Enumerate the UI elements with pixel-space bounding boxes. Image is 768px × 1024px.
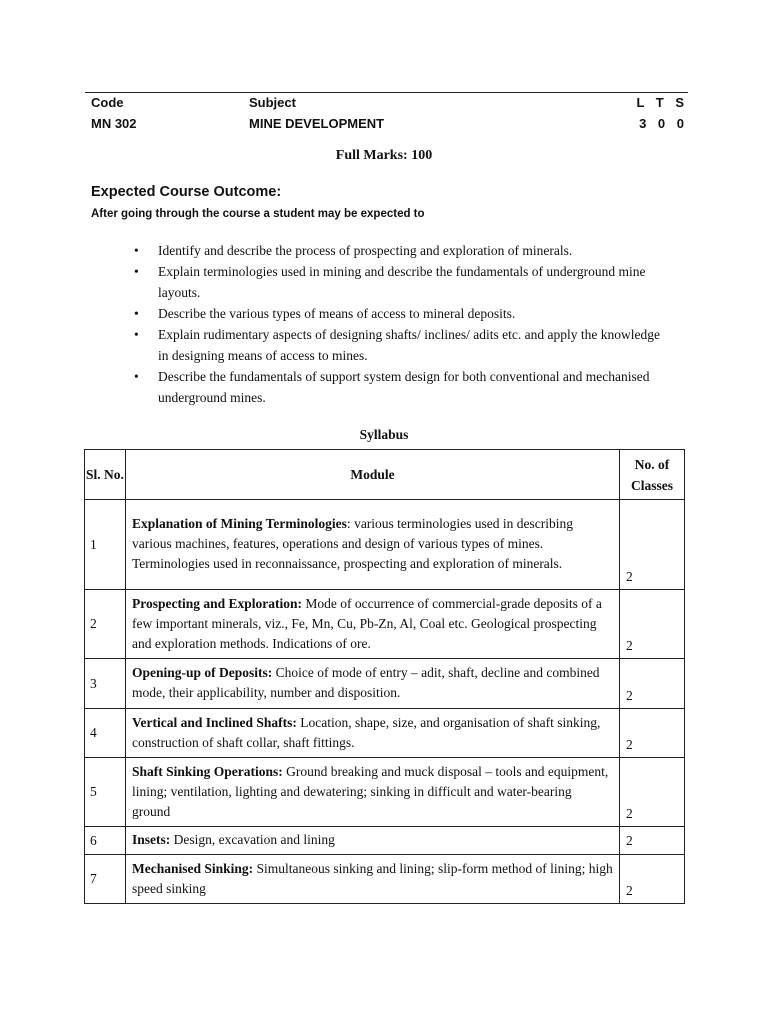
row-module — [126, 709, 620, 758]
module-desc: Location, shape, size, and organisation of shaft sinking, construction of shaft collar, shaft fittings. — [132, 714, 601, 750]
syllabus-title: Syllabus — [359, 427, 409, 442]
module-title: Prospecting and Exploration: — [132, 595, 303, 611]
course-lts: 3 0 0 — [639, 116, 688, 131]
module-desc: various terminologies used in describing various machines, features, operations and design of various types of mines. Terminologies used in reconnaissance, prospecting and exploration of minerals. — [132, 516, 574, 571]
header-sl: Sl. No. — [85, 450, 126, 500]
row-sl: 3 — [85, 659, 126, 709]
table-row — [85, 590, 685, 659]
table-row — [85, 709, 685, 758]
row-classes: 2 — [620, 709, 685, 758]
outcome-intro: After going through the course a student may be expected to — [91, 208, 425, 220]
row-classes: 2 — [620, 500, 685, 590]
module-title: Insets: — [132, 832, 171, 847]
outcome-text: Describe the various types of means of access to mineral deposits. — [158, 306, 516, 321]
module-title: Shaft Sinking Operations: — [132, 763, 283, 779]
table-row — [85, 500, 685, 590]
outcome-text: Describe the fundamentals of support system design for both conventional and mechanised underground mines. — [158, 369, 650, 405]
module-desc: Design, excavation and lining — [173, 832, 335, 847]
bullet-icon: • — [134, 306, 139, 321]
outcome-text: Explain rudimentary aspects of designing shafts/ inclines/ adits etc. and apply the knowledge in designing means of access to mines. — [158, 327, 660, 363]
row-sl: 2 — [85, 590, 126, 659]
list-item — [132, 261, 672, 303]
bullet-icon: • — [134, 264, 139, 279]
list-item — [132, 366, 672, 408]
row-classes: 2 — [620, 855, 685, 904]
table-row — [85, 827, 685, 855]
row-sl: 5 — [85, 758, 126, 827]
course-code: MN 302 — [91, 116, 137, 131]
outcome-text: Identify and describe the process of prospecting and exploration of minerals. — [158, 243, 573, 258]
module-title: Mechanised Sinking: — [132, 860, 254, 876]
list-item — [132, 303, 672, 324]
table-row — [85, 758, 685, 827]
course-subject: MINE DEVELOPMENT — [249, 116, 385, 131]
table-header-row — [85, 450, 685, 500]
table-row — [85, 659, 685, 709]
bullet-icon: • — [134, 369, 139, 384]
outcome-heading: Expected Course Outcome: — [91, 184, 282, 200]
row-classes: 2 — [620, 590, 685, 659]
row-classes: 2 — [620, 827, 685, 855]
module-desc: Choice of mode of entry – adit, shaft, decline and combined mode, their applicability, number and disposition. — [132, 665, 600, 700]
module-sep: : — [346, 516, 355, 531]
bullet-icon: • — [134, 327, 139, 342]
module-desc: Simultaneous sinking and lining; slip-form method of lining; high speed sinking — [132, 860, 613, 896]
module-title: Opening-up of Deposits: — [132, 665, 273, 680]
row-sl: 6 — [85, 827, 126, 855]
row-module — [126, 590, 620, 659]
header-value-row — [85, 116, 688, 134]
header-label-row — [85, 95, 688, 113]
table-row — [85, 855, 685, 904]
row-module — [126, 500, 620, 590]
module-title: Vertical and Inclined Shafts: — [132, 714, 297, 730]
outcome-text: Explain terminologies used in mining and describe the fundamentals of underground mine layouts. — [158, 264, 646, 300]
row-module — [126, 758, 620, 827]
lts-label: L T S — [636, 95, 688, 110]
row-classes: 2 — [620, 659, 685, 709]
row-module — [126, 855, 620, 904]
course-header — [85, 92, 688, 131]
header-classes: No. of Classes — [620, 450, 685, 500]
module-desc: Ground breaking and muck disposal – tools and equipment, lining; ventilation, lighting and dewatering; sinking in difficult and water-bearing ground — [132, 763, 609, 819]
header-module: Module — [126, 450, 620, 500]
list-item — [132, 240, 672, 261]
row-sl: 4 — [85, 709, 126, 758]
module-desc: Mode of occurrence of commercial-grade deposits of a few important minerals, viz., Fe, Mn, Cu, Pb-Zn, Al, Coal etc. Geological prospecting and exploration methods. Indications of ore. — [132, 595, 602, 651]
row-classes: 2 — [620, 758, 685, 827]
subject-label: Subject — [249, 95, 296, 110]
row-sl: 7 — [85, 855, 126, 904]
outcome-list — [132, 240, 672, 408]
bullet-icon: • — [134, 243, 139, 258]
row-module — [126, 659, 620, 709]
syllabus-table — [84, 449, 685, 904]
row-module — [126, 827, 620, 855]
full-marks: Full Marks: 100 — [335, 148, 433, 163]
module-title: Explanation of Mining Terminologies — [132, 516, 347, 531]
code-label: Code — [91, 95, 124, 110]
list-item — [132, 324, 672, 366]
row-sl: 1 — [85, 500, 126, 590]
